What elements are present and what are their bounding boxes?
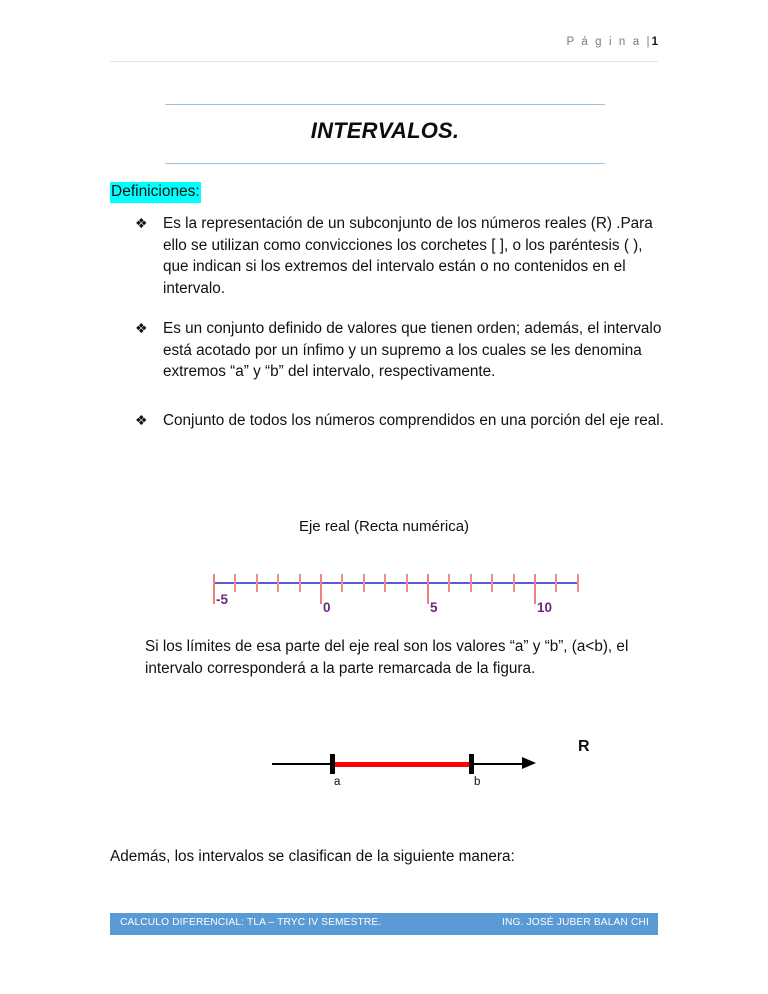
number-line-tick xyxy=(363,574,365,592)
interval-endpoint-label-a: a xyxy=(334,776,341,788)
title-rule-bottom xyxy=(165,163,605,164)
list-item-text: Conjunto de todos los números comprendidos en una porción del eje real. xyxy=(163,412,664,430)
real-set-label: R xyxy=(578,738,590,755)
number-line-tick xyxy=(299,574,301,592)
number-line-label: 5 xyxy=(430,600,438,615)
figure-interval-diagram xyxy=(0,726,768,806)
page-number-label xyxy=(567,36,658,48)
list-item xyxy=(135,318,665,383)
page-title: INTERVALOS. xyxy=(310,118,460,143)
number-line-tick xyxy=(534,574,536,604)
page-label-text: P á g i n a | xyxy=(566,36,652,48)
number-line-tick xyxy=(491,574,493,592)
number-line-tick xyxy=(555,574,557,592)
arrow-right-icon xyxy=(522,757,536,769)
number-line-tick xyxy=(470,574,472,592)
diamond-bullet-icon: ❖ xyxy=(135,412,148,429)
list-item-text: Es la representación de un subconjunto de los números reales (R) .Para ello se utilizan como convicciones los corchetes [ ], o los paréntesis ( ), que indican si los extremos del intervalo están o no contenidos en el intervalo. xyxy=(163,215,653,298)
number-line-tick xyxy=(513,574,515,592)
number-line-tick xyxy=(427,574,429,604)
header-divider xyxy=(110,61,658,62)
diamond-bullet-icon: ❖ xyxy=(135,215,148,231)
page-header xyxy=(110,36,658,62)
footer-author-text: ING. JOSÉ JUBER BALAN CHI xyxy=(502,917,649,928)
interval-endpoint-tick-b xyxy=(469,754,474,774)
list-item xyxy=(135,410,665,432)
interval-endpoint-tick-a xyxy=(330,754,335,774)
figure-caption-eje-real: Eje real (Recta numérica) xyxy=(298,518,470,535)
number-line-tick xyxy=(320,574,322,604)
number-line-label: -5 xyxy=(216,592,229,607)
paragraph-ademas: Además, los intervalos se clasifican de la siguiente manera: xyxy=(110,848,515,865)
number-line-tick xyxy=(277,574,279,592)
footer-course-text: CALCULO DIFERENCIAL: TLA – TRYC IV SEMESTRE. xyxy=(120,917,382,928)
diamond-bullet-icon: ❖ xyxy=(135,319,148,336)
number-line-tick xyxy=(341,574,343,592)
figure-number-line xyxy=(0,518,768,628)
title-rule-top xyxy=(165,104,605,105)
list-item-text: Es un conjunto definido de valores que tienen orden; además, el intervalo está acotado por un ínfimo y un supremo a los cuales se les denomina extremos “a” y “b” del intervalo, respectivamente. xyxy=(163,319,662,381)
number-line-graphic xyxy=(205,556,590,626)
interval-endpoint-label-b: b xyxy=(474,776,481,788)
number-line-tick xyxy=(448,574,450,592)
page-footer xyxy=(110,913,658,935)
number-line-tick xyxy=(213,574,215,604)
number-line-tick xyxy=(577,574,579,592)
number-line-axis xyxy=(213,582,577,584)
number-line-tick xyxy=(234,574,236,592)
interval-highlight-segment xyxy=(333,762,471,767)
number-line-tick xyxy=(406,574,408,592)
list-item xyxy=(135,213,665,300)
number-line-label: 10 xyxy=(537,600,553,615)
number-line-tick xyxy=(384,574,386,592)
page-number-value: 1 xyxy=(651,36,658,48)
definitions-list xyxy=(135,213,665,432)
number-line-label: 0 xyxy=(323,600,331,615)
number-line-tick xyxy=(256,574,258,592)
section-heading-definiciones: Definiciones: xyxy=(110,182,201,203)
paragraph-limites: Si los límites de esa parte del eje real son los valores “a” y “b”, (a<b), el intervalo corresponderá a la parte remarcada de la figura. xyxy=(145,638,629,677)
